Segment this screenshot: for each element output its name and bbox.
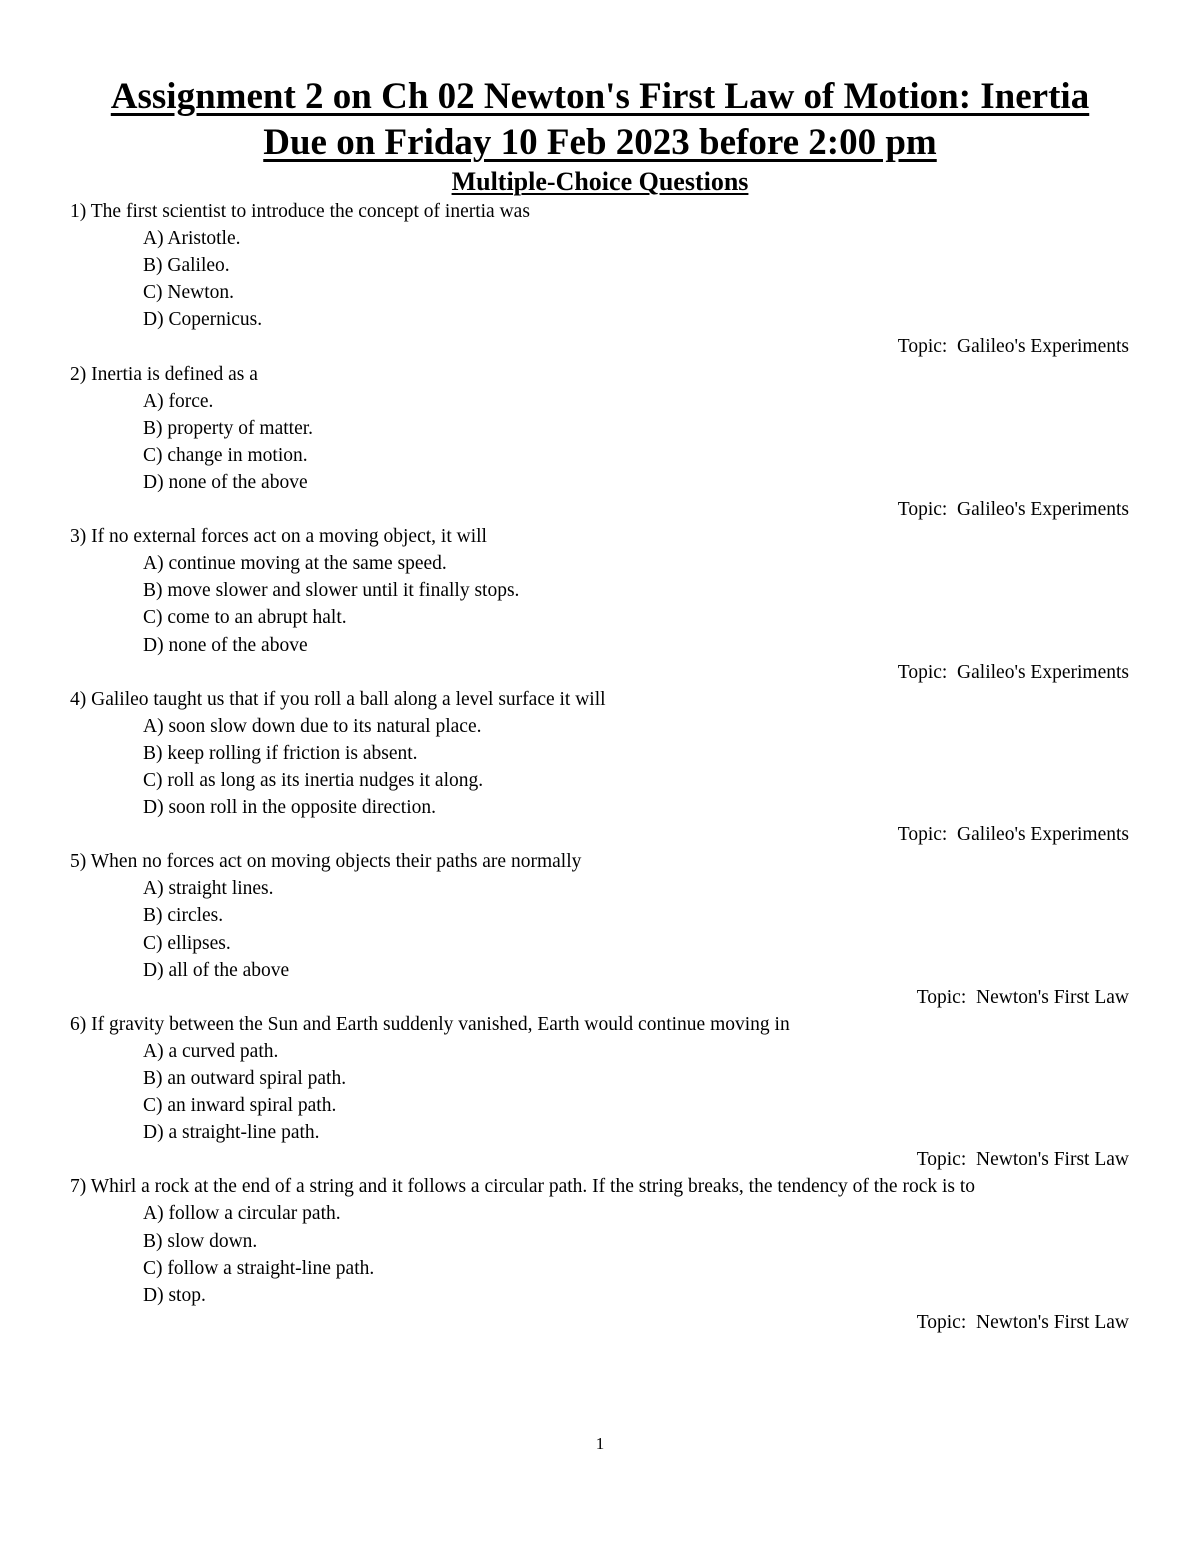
choice-c: C) come to an abrupt halt. bbox=[143, 607, 347, 629]
question-topic: Topic: Newton's First Law bbox=[916, 1311, 1129, 1333]
choice-c: C) ellipses. bbox=[143, 932, 231, 954]
question-stem: 6) If gravity between the Sun and Earth suddenly vanished, Earth would continue moving in bbox=[70, 1013, 790, 1035]
question-topic: Topic: Newton's First Law bbox=[916, 986, 1129, 1008]
choice-b: B) keep rolling if friction is absent. bbox=[143, 742, 418, 764]
choice-d: D) all of the above bbox=[143, 959, 290, 981]
question-3 bbox=[0, 523, 1200, 686]
question-6 bbox=[0, 1011, 1200, 1174]
question-stem: 2) Inertia is defined as a bbox=[70, 363, 258, 385]
choice-b: B) circles. bbox=[143, 905, 224, 927]
question-topic: Topic: Galileo's Experiments bbox=[897, 336, 1129, 358]
assignment-title: Assignment 2 on Ch 02 Newton's First Law of Motion: Inertia bbox=[110, 76, 1090, 117]
choice-c: C) an inward spiral path. bbox=[143, 1095, 337, 1117]
choice-b: B) Galileo. bbox=[143, 255, 230, 277]
choice-d: D) none of the above bbox=[143, 634, 308, 656]
choice-a: A) straight lines. bbox=[143, 878, 274, 900]
question-7 bbox=[0, 1173, 1200, 1336]
question-stem: 1) The first scientist to introduce the concept of inertia was bbox=[70, 201, 530, 222]
page-number: 1 bbox=[595, 1434, 605, 1453]
choice-a: A) force. bbox=[143, 390, 214, 412]
question-stem: 3) If no external forces act on a moving object, it will bbox=[70, 526, 487, 548]
choice-c: C) follow a straight-line path. bbox=[143, 1257, 375, 1279]
choice-c: C) Newton. bbox=[143, 282, 234, 304]
choice-b: B) slow down. bbox=[143, 1230, 258, 1252]
question-stem: 4) Galileo taught us that if you roll a ball along a level surface it will bbox=[70, 688, 606, 710]
question-4 bbox=[0, 686, 1200, 849]
choice-a: A) a curved path. bbox=[143, 1040, 279, 1062]
question-topic: Topic: Newton's First Law bbox=[916, 1149, 1129, 1171]
question-2 bbox=[0, 361, 1200, 524]
choice-d: D) none of the above bbox=[143, 471, 308, 493]
choice-a: A) soon slow down due to its natural place. bbox=[143, 715, 482, 737]
question-stem: 5) When no forces act on moving objects their paths are normally bbox=[70, 851, 582, 873]
question-list bbox=[0, 198, 1200, 1336]
due-date-title: Due on Friday 10 Feb 2023 before 2:00 pm bbox=[263, 122, 937, 163]
choice-a: A) Aristotle. bbox=[143, 228, 241, 250]
question-topic: Topic: Galileo's Experiments bbox=[897, 661, 1129, 683]
question-topic: Topic: Galileo's Experiments bbox=[897, 824, 1129, 846]
choice-c: C) roll as long as its inertia nudges it along. bbox=[143, 769, 484, 791]
choice-c: C) change in motion. bbox=[143, 444, 308, 466]
choice-b: B) move slower and slower until it finally stops. bbox=[143, 580, 520, 602]
choice-d: D) soon roll in the opposite direction. bbox=[143, 797, 436, 819]
section-heading: Multiple-Choice Questions bbox=[451, 167, 749, 196]
choice-d: D) Copernicus. bbox=[143, 309, 263, 331]
choice-d: D) stop. bbox=[143, 1284, 206, 1306]
question-1 bbox=[0, 198, 1200, 361]
question-stem: 7) Whirl a rock at the end of a string and it follows a circular path. If the string breaks, the tendency of the rock is to bbox=[70, 1176, 976, 1198]
choice-b: B) an outward spiral path. bbox=[143, 1068, 347, 1089]
choice-a: A) follow a circular path. bbox=[143, 1203, 341, 1225]
choice-b: B) property of matter. bbox=[143, 417, 314, 439]
choice-d: D) a straight-line path. bbox=[143, 1122, 320, 1144]
question-5 bbox=[0, 848, 1200, 1011]
choice-a: A) continue moving at the same speed. bbox=[143, 553, 447, 575]
question-topic: Topic: Galileo's Experiments bbox=[897, 499, 1129, 521]
